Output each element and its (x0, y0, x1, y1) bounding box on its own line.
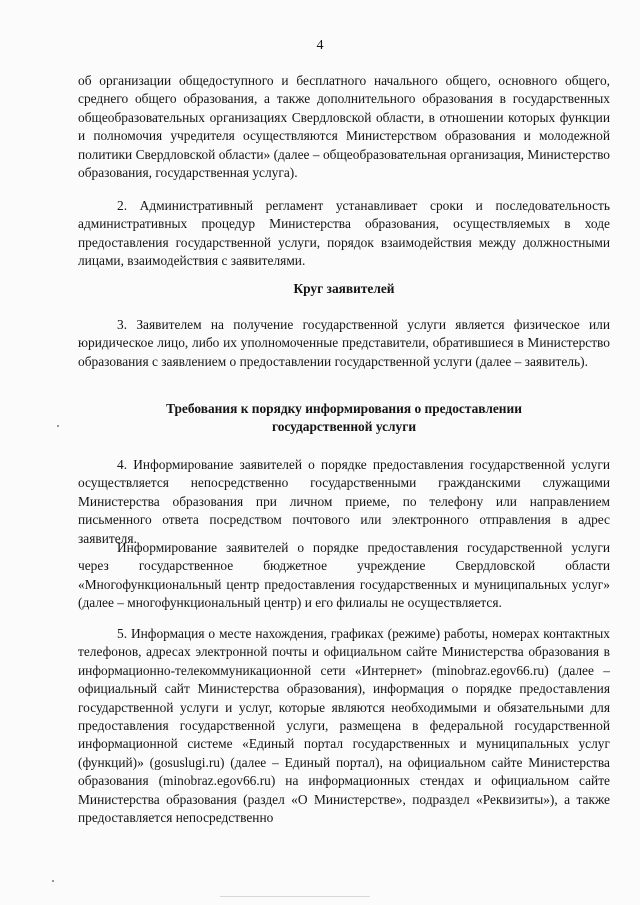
paragraph-5: Информирование заявителей о порядке предоставления государственной услуги через государственное бюджетное учреждение Свердловской области «Многофункциональный центр предоставления государственных и муниципальных услуг» (далее – многофункциональный центр) и его филиалы не осуществляется. (78, 540, 610, 611)
heading-informing (78, 400, 610, 437)
paragraph-section-3 (78, 316, 610, 371)
scan-dot (57, 425, 59, 427)
paragraph-6: 5. Информация о месте нахождения, графиках (режиме) работы, номерах контактных телефонов, адресах электронной почты и официальном сайте Министерства образования в информационно-телекоммуникационной сети «Интернет» (minobraz.egov66.ru) (далее – официальный сайт Министерства образования), информация о порядке предоставления государственной услуги и услуг, которые являются необходимыми и обязательными для предоставления государственной услуги, размещена в федеральной государственной информационной системе «Единый портал государственных и муниципальных услуг (функций)» (gosuslugi.ru) (далее – Единый портал), на официальном сайте Министерства образования (minobraz.egov66.ru) на информационных стендах и официальном сайте Министерства образования (раздел «О Министерстве», подраздел «Реквизиты»), а также предоставляется непосредственно (78, 626, 610, 826)
scan-artifact (220, 896, 370, 897)
heading-applicants-block (78, 280, 610, 298)
paragraph-intro-continued (78, 72, 610, 182)
paragraph-section-4 (78, 456, 610, 548)
paragraph-2: 2. Административный регламент устанавливает сроки и последовательность административных процедур Министерства образования, осуществляемых в ходе предоставления государственной услуги, порядок взаимодействия между должностными лицами, взаимодействия с заявителями. (78, 198, 610, 269)
paragraph-3: 3. Заявителем на получение государственной услуги является физическое или юридическое лицо, либо их уполномоченные представители, обратившиеся в Министерство образования с заявлением о предоставлении государственной услуги (далее – заявитель). (78, 317, 610, 369)
paragraph-section-4-continued (78, 539, 610, 613)
paragraph-section-2 (78, 197, 610, 271)
scan-dot (52, 880, 54, 882)
heading-informing-line-2: государственной услуги (271, 419, 417, 435)
heading-applicants: Круг заявителей (293, 281, 395, 296)
page-number: 4 (316, 38, 324, 53)
paragraph-section-5 (78, 625, 610, 827)
paragraph-1: об организации общедоступного и бесплатного начального общего, основного общего, среднего общего образования, а также дополнительного образования в государственных общеобразовательных организациях Свердловской области, в отношении которых функции и полномочия учредителя осуществляются Министерством образования и молодежной политики Свердловской области» (далее – общеобразовательная организация, Министерство образования, государственная услуга). (78, 73, 610, 181)
heading-informing-block (78, 400, 610, 437)
heading-informing-line-1: Требования к порядку информирования о предоставлении (166, 401, 522, 416)
paragraph-4: 4. Информирование заявителей о порядке предоставления государственной услуги осуществляется непосредственно государственными гражданскими служащими Министерства образования при личном приеме, по телефону или направлением письменного ответа посредством почтового или электронного отправления в адрес заявителя. (78, 457, 610, 546)
